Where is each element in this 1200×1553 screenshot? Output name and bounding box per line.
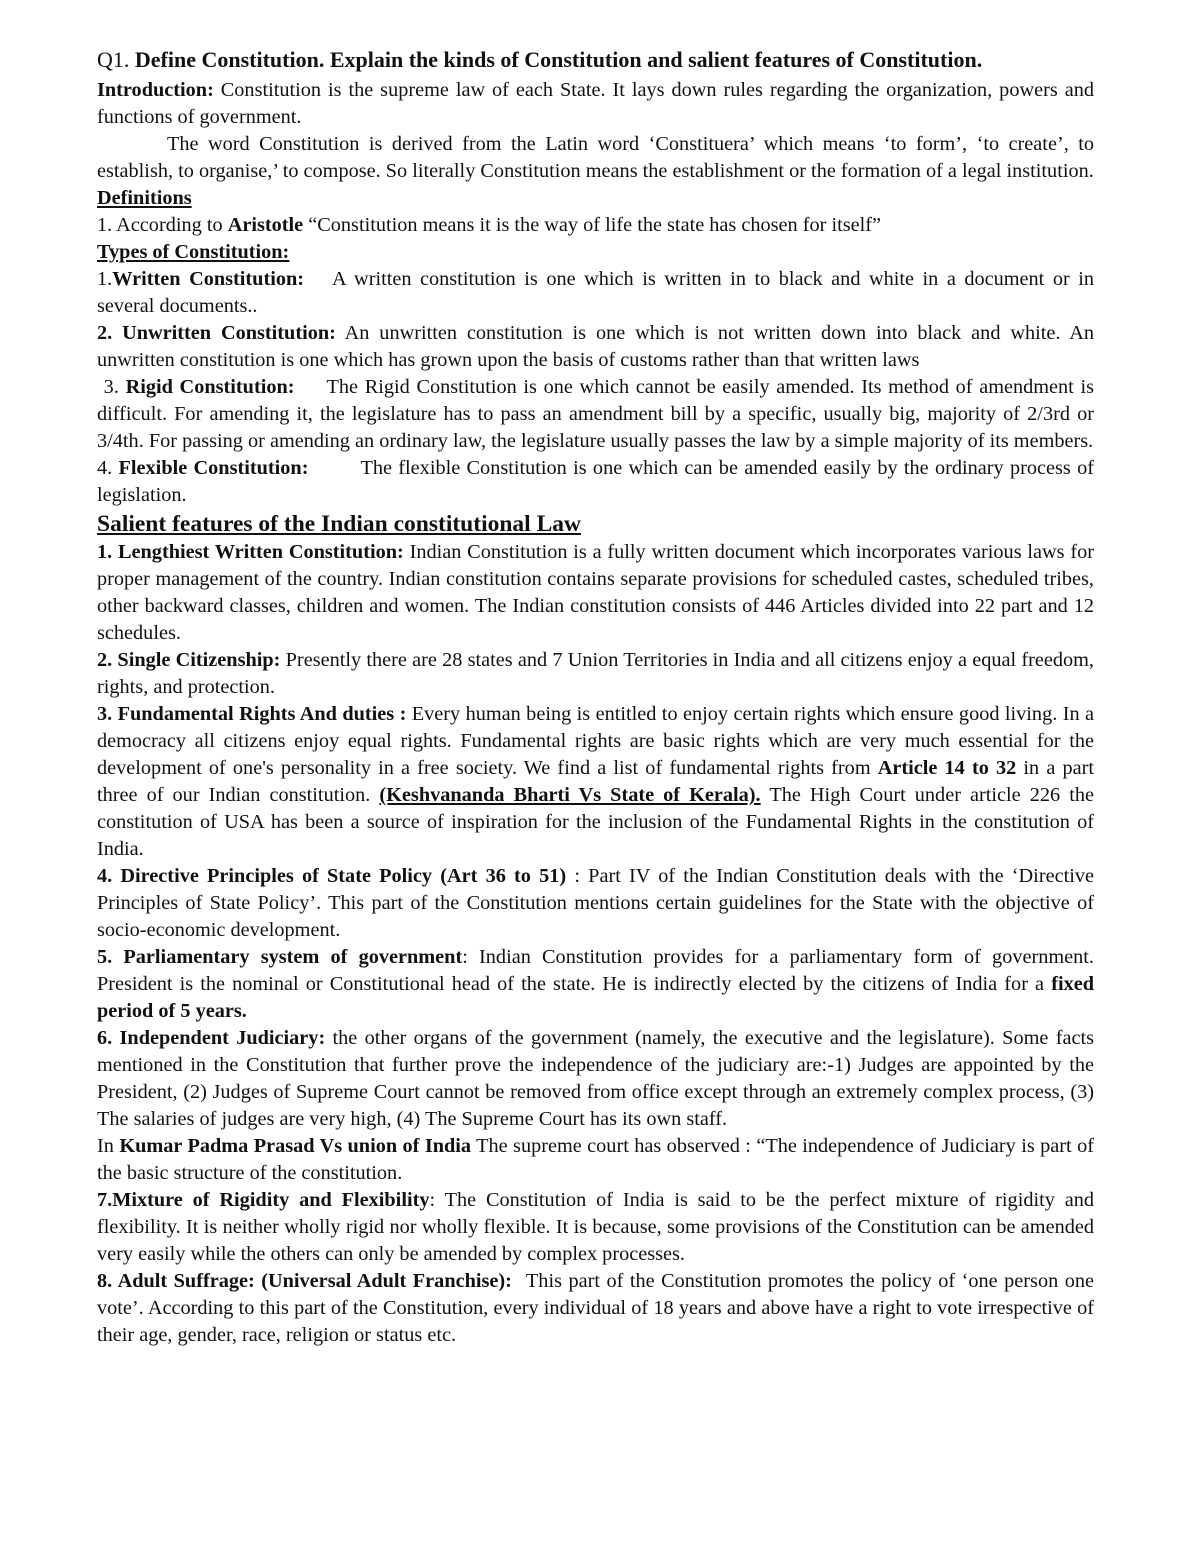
introduction-text: Constitution is the supreme law of each State. It lays down rules regarding the organization, powers and functions of government.: [97, 79, 1094, 128]
introduction-label: Introduction:: [97, 79, 214, 101]
definitions-heading: Definitions: [97, 187, 192, 209]
feature-rigidity-flexibility: 7.Mixture of Rigidity and Flexibility: The Constitution of India is said to be the perfect mixture of rigidity and flexibility. It is neither wholly rigid nor wholly flexible. It is because, some provisions of the Constitution can be amended very easily while the others can only be amended by complex processes.: [97, 1189, 1094, 1265]
feature-parliamentary: 5. Parliamentary system of government: Indian Constitution provides for a parliamentary form of government. President is the nominal or Constitutional head of the state. He is indirectly elected by the citizens of India for a fixed period of 5 years.: [97, 946, 1094, 1022]
definition-aristotle: 1. According to Aristotle “Constitution means it is the way of life the state has chosen for itself”: [97, 214, 882, 236]
case-kumar-padma: In Kumar Padma Prasad Vs union of India The supreme court has observed : “The independence of Judiciary is part of the basic structure of the constitution.: [97, 1135, 1094, 1184]
feature-lengthiest: 1. Lengthiest Written Constitution: Indian Constitution is a fully written document which incorporates various laws for proper management of the country. Indian constitution contains separate provisions for scheduled castes, scheduled tribes, other backward classes, children and women. The Indian constitution consists of 446 Articles divided into 22 part and 12 schedules.: [97, 541, 1094, 644]
feature-single-citizenship: 2. Single Citizenship: Presently there are 28 states and 7 Union Territories in India and all citizens enjoy a equal freedom, rights, and protection.: [97, 649, 1094, 698]
type-unwritten: 2. Unwritten Constitution: An unwritten constitution is one which is not written down into black and white. An unwritten constitution is one which has grown upon the basis of customs rather than that written laws: [97, 322, 1094, 371]
feature-directive-principles: 4. Directive Principles of State Policy (Art 36 to 51) : Part IV of the Indian Constitution deals with the ‘Directive Principles of State Policy’. This part of the Constitution mentions certain guidelines for the State with the objective of socio-economic development.: [97, 865, 1094, 941]
feature-independent-judiciary: 6. Independent Judiciary: the other organs of the government (namely, the executive and the legislature). Some facts mentioned in the Constitution that further prove the independence of the judiciary are:-1) Judges are appointed by the President, (2) Judges of Supreme Court cannot be removed from office except through an extremely complex process, (3) The salaries of judges are very high, (4) The Supreme Court has its own staff.: [97, 1027, 1094, 1130]
case-keshvananda: (Keshvananda Bharti Vs State of Kerala).: [379, 784, 761, 806]
aristotle-name: Aristotle: [227, 214, 304, 236]
question-text: Define Constitution. Explain the kinds of Constitution and salient features of Constitution.: [134, 47, 983, 72]
question-number: Q1.: [97, 47, 130, 72]
feature-fundamental-rights: 3. Fundamental Rights And duties : Every human being is entitled to enjoy certain rights which ensure good living. In a democracy all citizens enjoy equal rights. Fundamental rights are basic rights which are very much essential for the development of one's personality in a free society. We find a list of fundamental rights from Article 14 to 32 in a part three of our Indian constitution. (Keshvananda Bharti Vs State of Kerala). The High Court under article 226 the constitution of USA has been a source of inspiration for the inclusion of the Fundamental Rights in the constitution of India.: [97, 703, 1094, 860]
salient-features-heading: Salient features of the Indian constitutional Law: [97, 511, 581, 537]
question-title: [97, 44, 1094, 76]
introduction-paragraph: [97, 77, 1094, 131]
type-rigid: 3. Rigid Constitution: The Rigid Constitution is one which cannot be easily amended. Its method of amendment is difficult. For amending it, the legislature has to pass an amendment bill by a specific, usually big, majority of 2/3rd or 3/4th. For passing or amending an ordinary law, the legislature usually passes the law by a simple majority of its members.: [97, 376, 1094, 452]
article-range: Article 14 to 32: [877, 757, 1017, 779]
feature-adult-suffrage: 8. Adult Suffrage: (Universal Adult Franchise): This part of the Constitution promotes the policy of ‘one person one vote’. According to this part of the Constitution, every individual of 18 years and above have a right to vote irrespective of their age, gender, race, religion or status etc.: [97, 1270, 1094, 1346]
type-flexible: 4. Flexible Constitution: The flexible Constitution is one which can be amended easily by the ordinary process of legislation.: [97, 457, 1094, 506]
etymology-paragraph: The word Constitution is derived from the Latin word ‘Constituera’ which means ‘to form’, ‘to create’, to establish, to organise,’ to compose. So literally Constitution means the establishment or the formation of a legal institution.: [97, 133, 1094, 182]
type-written: 1.Written Constitution: A written constitution is one which is written in to black and white in a document or in several documents..: [97, 268, 1094, 317]
types-heading: Types of Constitution:: [97, 241, 290, 263]
